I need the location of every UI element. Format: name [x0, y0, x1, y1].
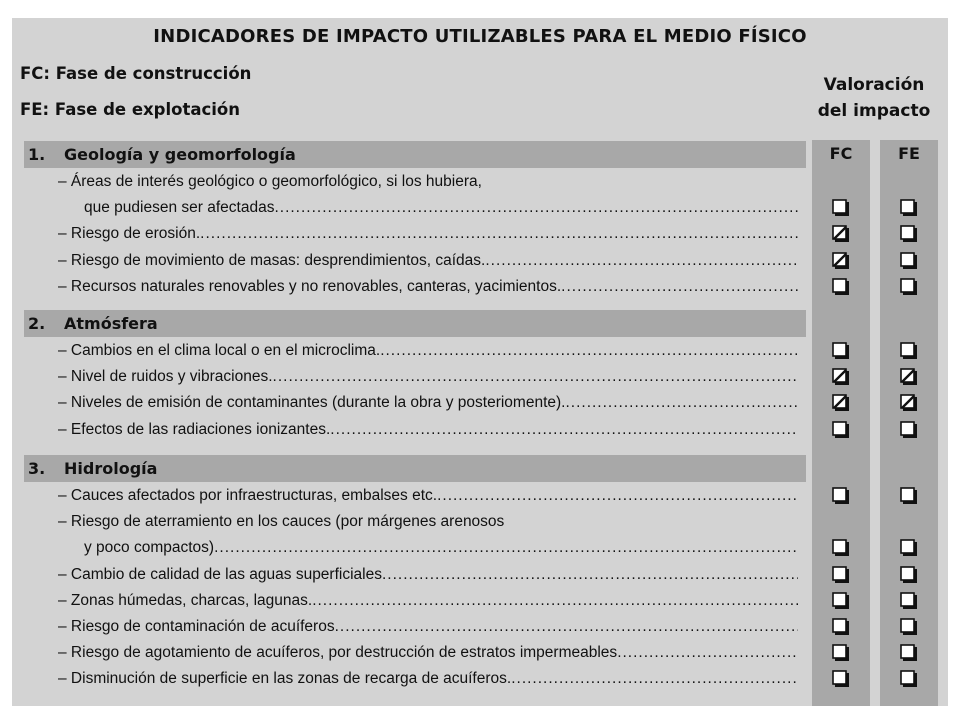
fe-checked-checkbox-icon[interactable] [900, 394, 918, 412]
dot-leader [273, 365, 798, 389]
fc-checkbox-icon[interactable] [832, 278, 850, 296]
indicator-text: que pudiesen ser afectadas [84, 199, 275, 217]
section-title: Atmósfera [64, 314, 158, 333]
section-number: 3. [28, 459, 46, 478]
indicator-item [58, 170, 798, 194]
indicator-text: – Niveles de emisión de contaminantes (durante la obra y posteriomente). [58, 394, 566, 412]
fc-checkbox-icon[interactable] [832, 670, 850, 688]
indicator-item [58, 589, 798, 613]
fc-checked-checkbox-icon[interactable] [832, 368, 850, 386]
fe-checkbox-icon[interactable] [900, 670, 918, 688]
fc-checked-checkbox-icon[interactable] [832, 252, 850, 270]
dot-leader [617, 641, 798, 665]
indicator-text: – Riesgo de contaminación de acuíferos [58, 618, 335, 635]
indicator-item [58, 510, 798, 534]
indicator-text: – Riesgo de aterramiento en los cauces (por márgenes arenosos [58, 513, 505, 531]
indicator-item [58, 536, 798, 560]
valuation-header-line1: Valoración [823, 75, 925, 95]
indicator-item [58, 339, 798, 363]
dot-leader [214, 536, 798, 560]
indicator-item [58, 563, 798, 587]
indicator-item [58, 275, 798, 299]
section-title: Geología y geomorfología [64, 145, 296, 164]
legend-fc: FC: Fase de construcción [20, 64, 252, 83]
fc-column-header: FC [829, 144, 853, 163]
section-header [24, 141, 806, 168]
indicator-item [58, 615, 798, 639]
indicator-item [58, 641, 798, 665]
section-number: 2. [28, 314, 46, 333]
valuation-header-line2: del impacto [817, 101, 931, 121]
fc-checked-checkbox-icon[interactable] [832, 225, 850, 243]
fc-checkbox-icon[interactable] [832, 539, 850, 557]
fc-checkbox-icon[interactable] [832, 592, 850, 610]
fc-checkbox-icon[interactable] [832, 566, 850, 584]
indicator-text: – Riesgo de agotamiento de acuíferos, por destrucción de estratos impermeables [58, 644, 618, 662]
section-header [24, 455, 806, 482]
fe-checkbox-icon[interactable] [900, 225, 918, 243]
indicator-text: – Recursos naturales renovables y no renovables, canteras, yacimientos. [58, 277, 562, 295]
dot-leader [200, 222, 798, 246]
section-title: Hidrología [64, 459, 158, 478]
indicator-item [58, 391, 798, 415]
fe-column-header: FE [898, 144, 920, 163]
fe-checkbox-icon[interactable] [900, 539, 918, 557]
fe-checkbox-icon[interactable] [900, 592, 918, 610]
fc-checkbox-icon[interactable] [832, 618, 850, 636]
dot-leader [312, 589, 798, 613]
indicator-text: – Cauces afectados por infraestructuras, embalses etc. [58, 487, 438, 504]
fc-checkbox-icon[interactable] [832, 644, 850, 662]
section-number: 1. [28, 145, 46, 164]
indicator-text: – Disminución de superficie en las zonas de recarga de acuíferos. [58, 670, 512, 688]
indicator-text: y poco compactos) [84, 539, 215, 557]
fc-checkbox-icon[interactable] [832, 199, 850, 217]
dot-leader [565, 391, 798, 415]
fe-checkbox-icon[interactable] [900, 421, 918, 439]
indicator-item [58, 484, 798, 508]
fc-checkbox-icon[interactable] [832, 342, 850, 360]
indicator-text: – Riesgo de movimiento de masas: desprendimientos, caídas. [58, 251, 486, 269]
indicator-text: – Cambios en el clima local o en el microclima. [58, 342, 381, 359]
fe-checked-checkbox-icon[interactable] [900, 368, 918, 386]
document-title: INDICADORES DE IMPACTO UTILIZABLES PARA EL MEDIO FÍSICO [153, 26, 807, 47]
dot-leader [561, 275, 798, 299]
indicator-item [58, 222, 798, 246]
dot-leader [485, 249, 798, 273]
indicator-text: – Áreas de interés geológico o geomorfológico, si los hubiera, [58, 173, 482, 190]
indicator-text: – Efectos de las radiaciones ionizantes. [58, 420, 331, 438]
indicator-item [58, 667, 798, 691]
indicator-text: – Riesgo de erosión. [58, 225, 201, 243]
dot-leader [437, 484, 798, 508]
legend-fe: FE: Fase de explotación [20, 100, 241, 119]
indicator-item [58, 196, 798, 220]
dot-leader [380, 339, 798, 363]
fc-checked-checkbox-icon[interactable] [832, 394, 850, 412]
indicator-text: – Cambio de calidad de las aguas superficiales [58, 565, 382, 583]
indicator-item [58, 418, 798, 442]
indicator-item [58, 249, 798, 273]
fe-checkbox-icon[interactable] [900, 618, 918, 636]
dot-leader [330, 418, 798, 442]
fe-checkbox-icon[interactable] [900, 566, 918, 584]
indicator-item [58, 365, 798, 389]
fe-checkbox-icon[interactable] [900, 199, 918, 217]
dot-leader [511, 667, 798, 691]
indicator-text: – Zonas húmedas, charcas, lagunas. [58, 591, 313, 609]
fe-checkbox-icon[interactable] [900, 252, 918, 270]
dot-leader [382, 563, 798, 587]
fc-checkbox-icon[interactable] [832, 421, 850, 439]
fe-checkbox-icon[interactable] [900, 644, 918, 662]
dot-leader [335, 615, 798, 639]
fe-checkbox-icon[interactable] [900, 487, 918, 505]
fe-checkbox-icon[interactable] [900, 278, 918, 296]
fe-checkbox-icon[interactable] [900, 342, 918, 360]
fc-checkbox-icon[interactable] [832, 487, 850, 505]
dot-leader [274, 196, 798, 220]
indicator-text: – Nivel de ruidos y vibraciones. [58, 368, 273, 386]
section-header [24, 310, 806, 337]
